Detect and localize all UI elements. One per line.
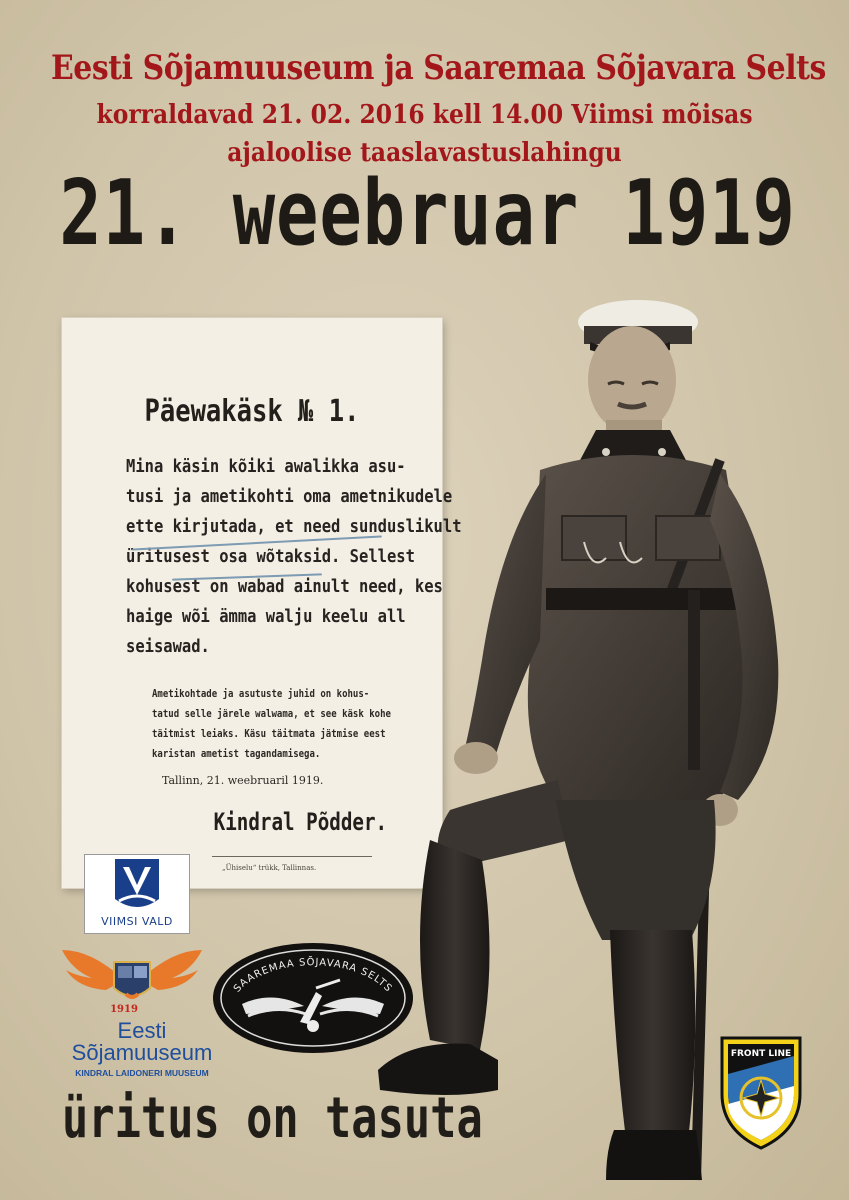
proclamation-line: üritusest osa wõtaksid. Sellest xyxy=(126,546,415,567)
notice-line: täitmist leiaks. Käsu täitmata jätmise eest xyxy=(152,727,386,740)
free-event-notice: üritus on tasuta xyxy=(62,1086,483,1151)
proclamation-line: seisawad. xyxy=(126,636,210,657)
museum-name-line2: Sõjamuuseum xyxy=(71,1040,213,1065)
event-type-line: ajaloolise taaslavastuslahingu xyxy=(227,138,622,168)
eagle-emblem-icon xyxy=(52,940,212,1010)
proclamation-line: tusi ja ametikohti oma ametnikudele xyxy=(126,486,453,507)
divider xyxy=(212,856,372,857)
viimsi-crest-icon xyxy=(85,855,189,915)
notice-line: Ametikohtade ja asutuste juhid on kohus- xyxy=(152,687,370,700)
proclamation-signature: Kindral Põdder. xyxy=(213,808,388,836)
event-date-line: korraldavad 21. 02. 2016 kell 14.00 Viimsi mõisas xyxy=(96,100,753,130)
proclamation-line: kohusest on wabad ainult need, kes xyxy=(126,576,443,597)
viimsi-vald-text: VIIMSI VALD xyxy=(101,915,173,928)
headline-date: 21. weebruar 1919 xyxy=(59,161,796,266)
proclamation-place-date: Tallinn, 21. weebruaril 1919. xyxy=(162,774,324,787)
proclamation-line: haige wõi ämma walju keelu all xyxy=(126,606,406,627)
museum-year: 1919 xyxy=(110,1004,138,1015)
notice-line: karistan ametist tagandamisega. xyxy=(152,747,321,760)
printer-credit: „Ühiselu“ trükk, Tallinnas. xyxy=(222,864,317,872)
proclamation-title: Päewakäsk № 1. xyxy=(144,394,360,429)
viimsi-vald-logo xyxy=(84,854,190,934)
svg-text:FRONT LINE: FRONT LINE xyxy=(730,1049,792,1059)
proclamation-line: ette kirjutada, et need sunduslikult xyxy=(126,516,462,537)
svg-text:SAAREMAA SÕJAVARA SELTS: SAAREMAA SÕJAVARA SELTS xyxy=(231,957,395,995)
notice-line: tatud selle järele walwama, et see käsk kohe xyxy=(152,707,391,720)
front-line-badge xyxy=(718,1034,804,1150)
proclamation-line: Mina käsin kõiki awalikka asu- xyxy=(126,456,406,477)
museum-name-line1: Eesti xyxy=(117,1018,167,1043)
organizers-heading: Eesti Sõjamuuseum ja Saaremaa Sõjavara Selts xyxy=(50,48,826,88)
saaremaa-sojavara-selts-logo xyxy=(212,942,414,1054)
museum-subtitle: KINDRAL LAIDONERI MUUSEUM xyxy=(75,1068,209,1078)
